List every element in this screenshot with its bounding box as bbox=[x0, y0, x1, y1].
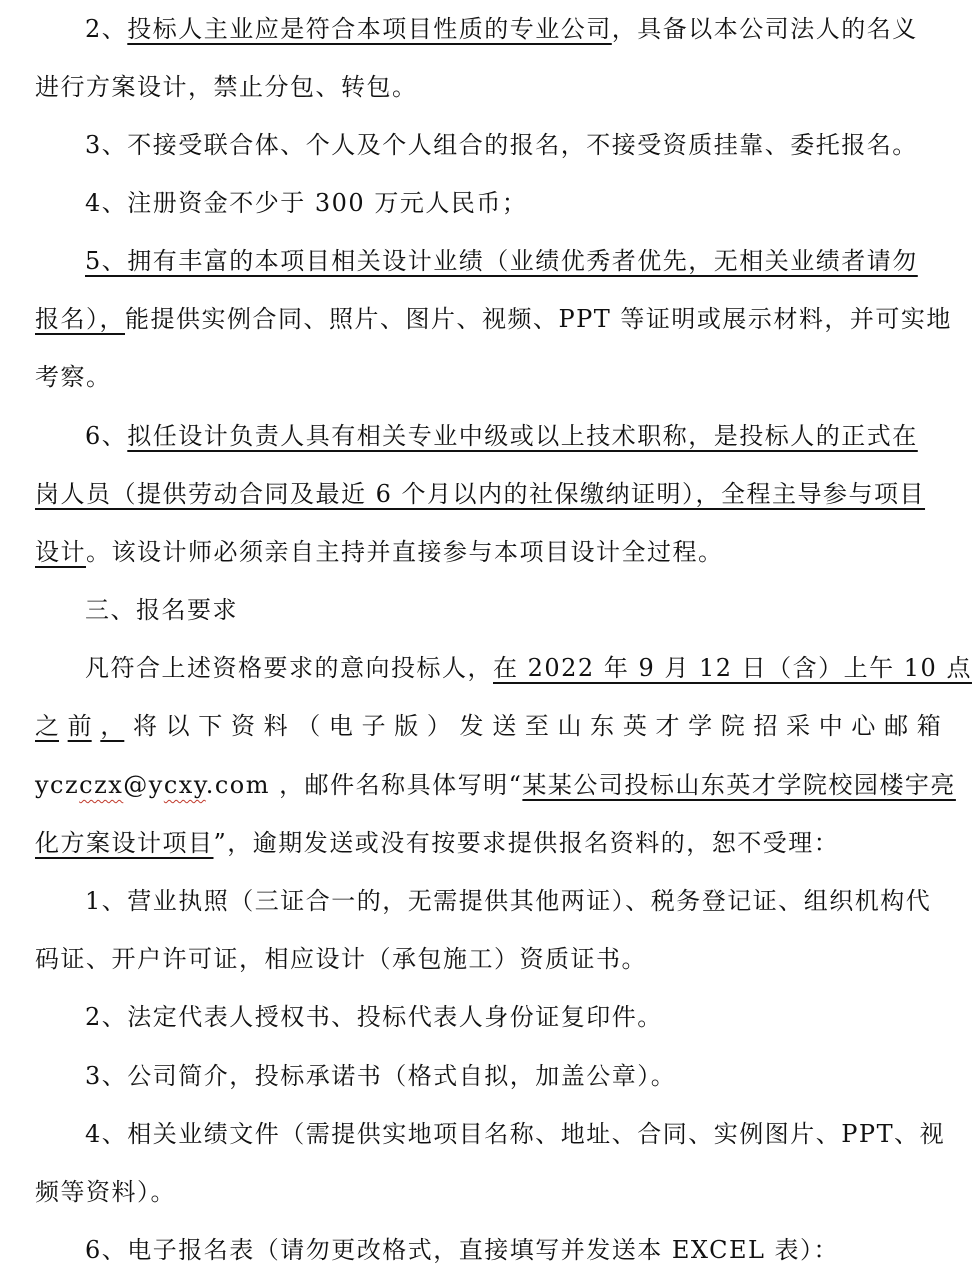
text-run: 4、注册资金不少于 300 万元人民币； bbox=[85, 189, 528, 217]
text-run: ，具备以本公司法人的名义 bbox=[611, 15, 918, 43]
text-run: ”，逾期发送或没有按要求提供报名资料的，恕不受理： bbox=[213, 829, 840, 857]
text-run: 考察。 bbox=[35, 363, 112, 391]
text-run: ycz bbox=[35, 771, 80, 799]
text-char: 才 bbox=[655, 712, 680, 740]
text-run: 3、不接受联合体、个人及个人组合的报名，不接受资质挂靠、委托报名。 bbox=[85, 131, 918, 159]
text-line bbox=[35, 942, 941, 976]
text-char: 山 bbox=[557, 712, 582, 740]
text-line bbox=[85, 651, 972, 685]
text-line bbox=[85, 1059, 941, 1093]
underlined-text: 报名）， bbox=[35, 305, 125, 333]
text-char: 东 bbox=[590, 712, 615, 740]
text-char: 版 bbox=[394, 712, 419, 740]
section-heading bbox=[85, 593, 941, 627]
text-run: 能提供实例合同、照片、图片、视频、PPT 等证明或展示材料，并可实地 bbox=[125, 305, 952, 333]
text-run: 6、电子报名表（请勿更改格式，直接填写并发送本 EXCEL 表）： bbox=[85, 1236, 840, 1264]
text-char: 发 bbox=[459, 712, 484, 740]
text-char: 送 bbox=[492, 712, 517, 740]
text-line bbox=[35, 360, 941, 394]
text-char: 电 bbox=[328, 712, 353, 740]
text-char: 将 bbox=[132, 712, 157, 740]
text-run: 进行方案设计，禁止分包、转包。 bbox=[35, 73, 418, 101]
text-run: 2、法定代表人授权书、投标代表人身份证复印件。 bbox=[85, 1003, 663, 1031]
text-run: 凡符合上述资格要求的意向投标人， bbox=[85, 654, 493, 682]
text-char: ， bbox=[100, 712, 125, 740]
text-char: 以 bbox=[165, 712, 190, 740]
text-char: 之 bbox=[35, 712, 59, 740]
text-char: 前 bbox=[67, 712, 92, 740]
text-line bbox=[85, 1000, 941, 1034]
text-line bbox=[85, 244, 941, 278]
text-char: 箱 bbox=[916, 712, 941, 740]
underlined-text: 投标人主业应是符合本项目性质的专业公司 bbox=[127, 15, 612, 43]
text-run: @y bbox=[123, 771, 164, 799]
text-char: 学 bbox=[688, 712, 713, 740]
text-char: 招 bbox=[753, 712, 778, 740]
text-char: 下 bbox=[198, 712, 223, 740]
text-run: 6、 bbox=[85, 422, 128, 450]
text-line bbox=[35, 477, 941, 511]
text-char: 中 bbox=[818, 712, 843, 740]
underlined-text: 拟任设计负责人具有相关专业中级或以上技术职称，是投标人的正式在 bbox=[127, 422, 918, 450]
text-run: .com ，邮件名称具体写明“ bbox=[205, 771, 523, 799]
text-line bbox=[35, 709, 941, 743]
text-line bbox=[85, 128, 941, 162]
text-line bbox=[85, 1233, 941, 1267]
underlined-text: 岗人员（提供劳动合同及最近 6 个月以内的社保缴纳证明），全程主导参与项目 bbox=[35, 480, 926, 508]
text-run: 3、公司简介，投标承诺书（格式自拟，加盖公章）。 bbox=[85, 1062, 677, 1090]
text-char: 院 bbox=[720, 712, 745, 740]
text-line bbox=[85, 1117, 946, 1151]
text-char: 子 bbox=[361, 712, 386, 740]
text-run: 2、 bbox=[85, 15, 128, 43]
text-char: 资 bbox=[230, 712, 255, 740]
text-line bbox=[35, 70, 941, 104]
text-char: ） bbox=[426, 712, 451, 740]
text-line bbox=[35, 768, 956, 802]
text-line bbox=[85, 884, 941, 918]
spellcheck-text: cxy bbox=[163, 771, 206, 799]
text-run: 。该设计师必须亲自主持并直接参与本项目设计全过程。 bbox=[86, 538, 724, 566]
text-run: 三、报名要求 bbox=[85, 596, 238, 624]
text-line bbox=[85, 12, 941, 46]
underlined-text: 设计 bbox=[35, 538, 86, 566]
underlined-text: 在 2022 年 9 月 12 日（含）上午 10 点 bbox=[493, 654, 972, 682]
text-char: 心 bbox=[851, 712, 876, 740]
text-line bbox=[35, 1175, 941, 1209]
text-char: （ bbox=[296, 712, 321, 740]
text-line bbox=[35, 302, 952, 336]
text-char: 邮 bbox=[884, 712, 909, 740]
text-char: 料 bbox=[263, 712, 288, 740]
text-char: 采 bbox=[786, 712, 811, 740]
text-char: 至 bbox=[524, 712, 549, 740]
underlined-text: 5、拥有丰富的本项目相关设计业绩（业绩优秀者优先，无相关业绩者请勿 bbox=[85, 247, 918, 275]
text-run: 4、相关业绩文件（需提供实地项目名称、地址、合同、实例图片、PPT、视 bbox=[85, 1120, 946, 1148]
text-line bbox=[35, 535, 941, 569]
text-line bbox=[85, 186, 941, 220]
text-line bbox=[35, 826, 941, 860]
underlined-text: 某某公司投标山东英才学院校园楼宇亮 bbox=[522, 771, 956, 799]
underlined-text: 化方案设计项目 bbox=[35, 829, 214, 857]
text-line bbox=[85, 419, 941, 453]
text-char: 英 bbox=[622, 712, 647, 740]
text-run: 频等资料）。 bbox=[35, 1178, 176, 1206]
text-run: 1、营业执照（三证合一的，无需提供其他两证）、税务登记证、组织机构代 bbox=[85, 887, 932, 915]
spellcheck-text: czx bbox=[79, 771, 124, 799]
text-run: 码证、开户许可证，相应设计（承包施工）资质证书。 bbox=[35, 945, 647, 973]
